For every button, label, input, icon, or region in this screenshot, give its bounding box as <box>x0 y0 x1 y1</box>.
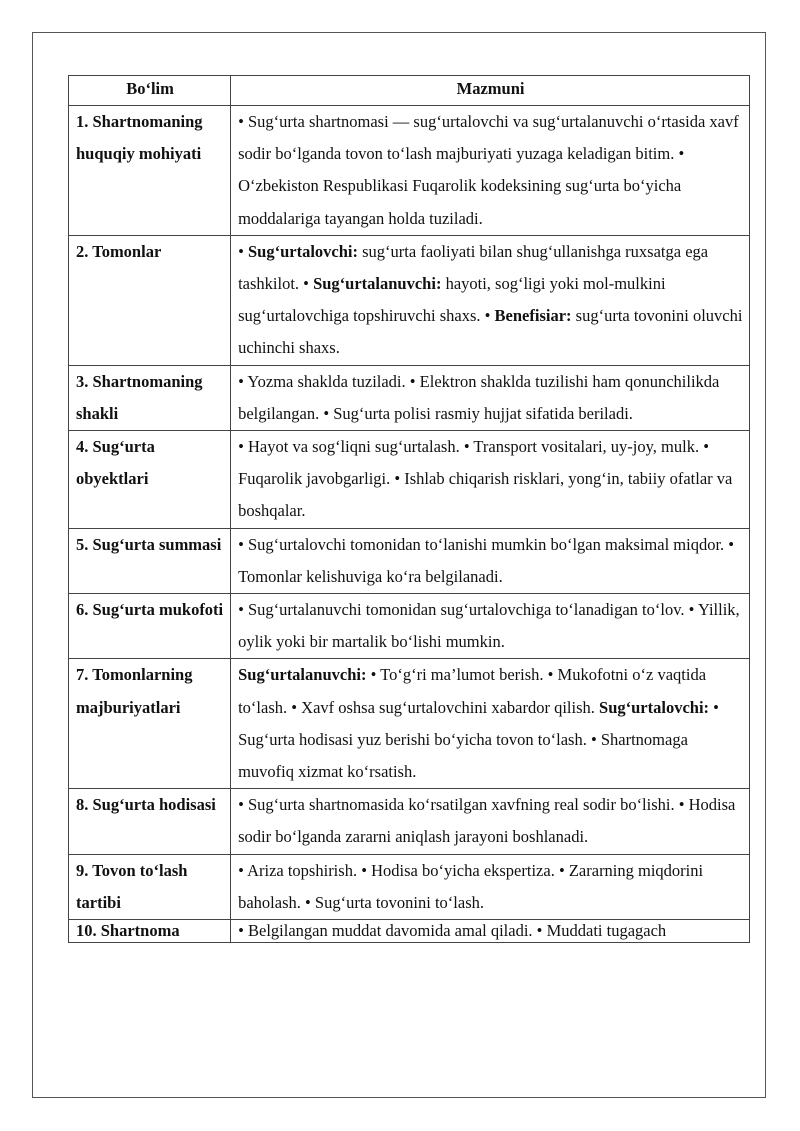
bold-term: Sug‘urtalanuvchi: <box>238 665 367 685</box>
table-row <box>69 235 750 365</box>
table-row <box>69 528 750 593</box>
column-header-content: Mazmuni <box>231 76 750 106</box>
table-row <box>69 659 750 789</box>
section-content <box>231 431 750 529</box>
bold-term: Sug‘urtalovchi: <box>599 697 710 717</box>
content-text: • Sug‘urtalanuvchi tomonidan sug‘urtalovchiga to‘lanadigan to‘lov. • Yillik, oylik yoki bir martalik bo‘lishi mumkin. <box>238 600 740 652</box>
content-text: • Sug‘urtalovchi tomonidan to‘lanishi mumkin bo‘lgan maksimal miqdor. • Tomonlar kelishuviga ko‘ra belgilanadi. <box>238 534 735 586</box>
section-title: 3. Shartnomaning shakli <box>69 365 231 430</box>
section-content <box>231 106 750 236</box>
content-text: • <box>238 241 248 261</box>
section-title: 5. Sug‘urta summasi <box>69 528 231 593</box>
section-content <box>231 920 750 943</box>
content-text: • Hayot va sog‘liqni sug‘urtalash. • Transport vositalari, uy-joy, mulk. • Fuqarolik javobgarligi. • Ishlab chiqarish risklari, yong‘in, tabiiy ofatlar va boshqalar. <box>238 437 733 521</box>
content-text: • Belgilangan muddat davomida amal qiladi. • Muddati tugagach <box>238 921 667 941</box>
section-title: 9. Tovon to‘lash tartibi <box>69 854 231 919</box>
table-row <box>69 431 750 529</box>
section-title: 2. Tomonlar <box>69 235 231 365</box>
table-row <box>69 789 750 854</box>
content-text: • Yozma shaklda tuziladi. • Elektron shaklda tuzilishi ham qonunchilikda belgilangan. • Sug‘urta polisi rasmiy hujjat sifatida beriladi. <box>238 371 720 423</box>
section-title: 6. Sug‘urta mukofoti <box>69 594 231 659</box>
table-header-row <box>69 76 750 106</box>
document-table <box>68 75 750 943</box>
section-content <box>231 365 750 430</box>
section-title: 8. Sug‘urta hodisasi <box>69 789 231 854</box>
content-text: sug‘urta faoliyati bilan shug‘ullanishga ruxsatga ega tashkilot. • <box>238 241 709 294</box>
section-content <box>231 854 750 919</box>
section-content <box>231 594 750 659</box>
section-content <box>231 659 750 789</box>
content-text: • Sug‘urta shartnomasi — sug‘urtalovchi va sug‘urtalanuvchi o‘rtasida xavf sodir bo‘lganda tovon to‘lash majburiyati yuzaga keladigan bitim. • O‘zbekiston Respublikasi Fuqarolik kodeksining sug‘urta bo‘yicha moddalariga tayangan holda tuziladi. <box>238 112 739 228</box>
table-row <box>69 594 750 659</box>
table-row <box>69 854 750 919</box>
section-content <box>231 789 750 854</box>
content-text: • Sug‘urta hodisasi yuz berishi bo‘yicha tovon to‘lash. • Shartnomaga muvofiq xizmat ko‘rsatish. <box>238 697 719 782</box>
bold-term: Sug‘urtalanuvchi: <box>313 274 442 294</box>
content-text: • Sug‘urta shartnomasida ko‘rsatilgan xavfning real sodir bo‘lishi. • Hodisa sodir bo‘lganda zararni aniqlash jarayoni boshlanadi. <box>238 795 736 847</box>
bold-term: Sug‘urtalovchi: <box>248 241 359 261</box>
table-row <box>69 365 750 430</box>
content-text: hayoti, sog‘ligi yoki mol-mulkini sug‘urtalovchiga topshiruvchi shaxs. • <box>238 274 666 326</box>
section-content <box>231 235 750 365</box>
section-title: 7. Tomonlarning majburiyatlari <box>69 659 231 789</box>
bold-term: Benefisiar: <box>494 306 572 326</box>
section-content <box>231 528 750 593</box>
section-title: 1. Shartnomaning huquqiy mohiyati <box>69 106 231 236</box>
table-row <box>69 920 750 943</box>
table-body <box>69 106 750 943</box>
column-header-section: Bo‘lim <box>69 76 231 106</box>
content-text: • Ariza topshirish. • Hodisa bo‘yicha ekspertiza. • Zararning miqdorini baholash. • Sug‘urta tovonini to‘lash. <box>238 860 704 912</box>
section-title: 10. Shartnoma <box>69 920 231 943</box>
section-title: 4. Sug‘urta obyektlari <box>69 431 231 529</box>
content-text: sug‘urta tovonini oluvchi uchinchi shaxs. <box>238 306 743 358</box>
content-text: • To‘g‘ri ma’lumot berish. • Mukofotni o‘z vaqtida to‘lash. • Xavf oshsa sug‘urtalovchini xabardor qilish. <box>238 665 707 717</box>
table-row <box>69 106 750 236</box>
